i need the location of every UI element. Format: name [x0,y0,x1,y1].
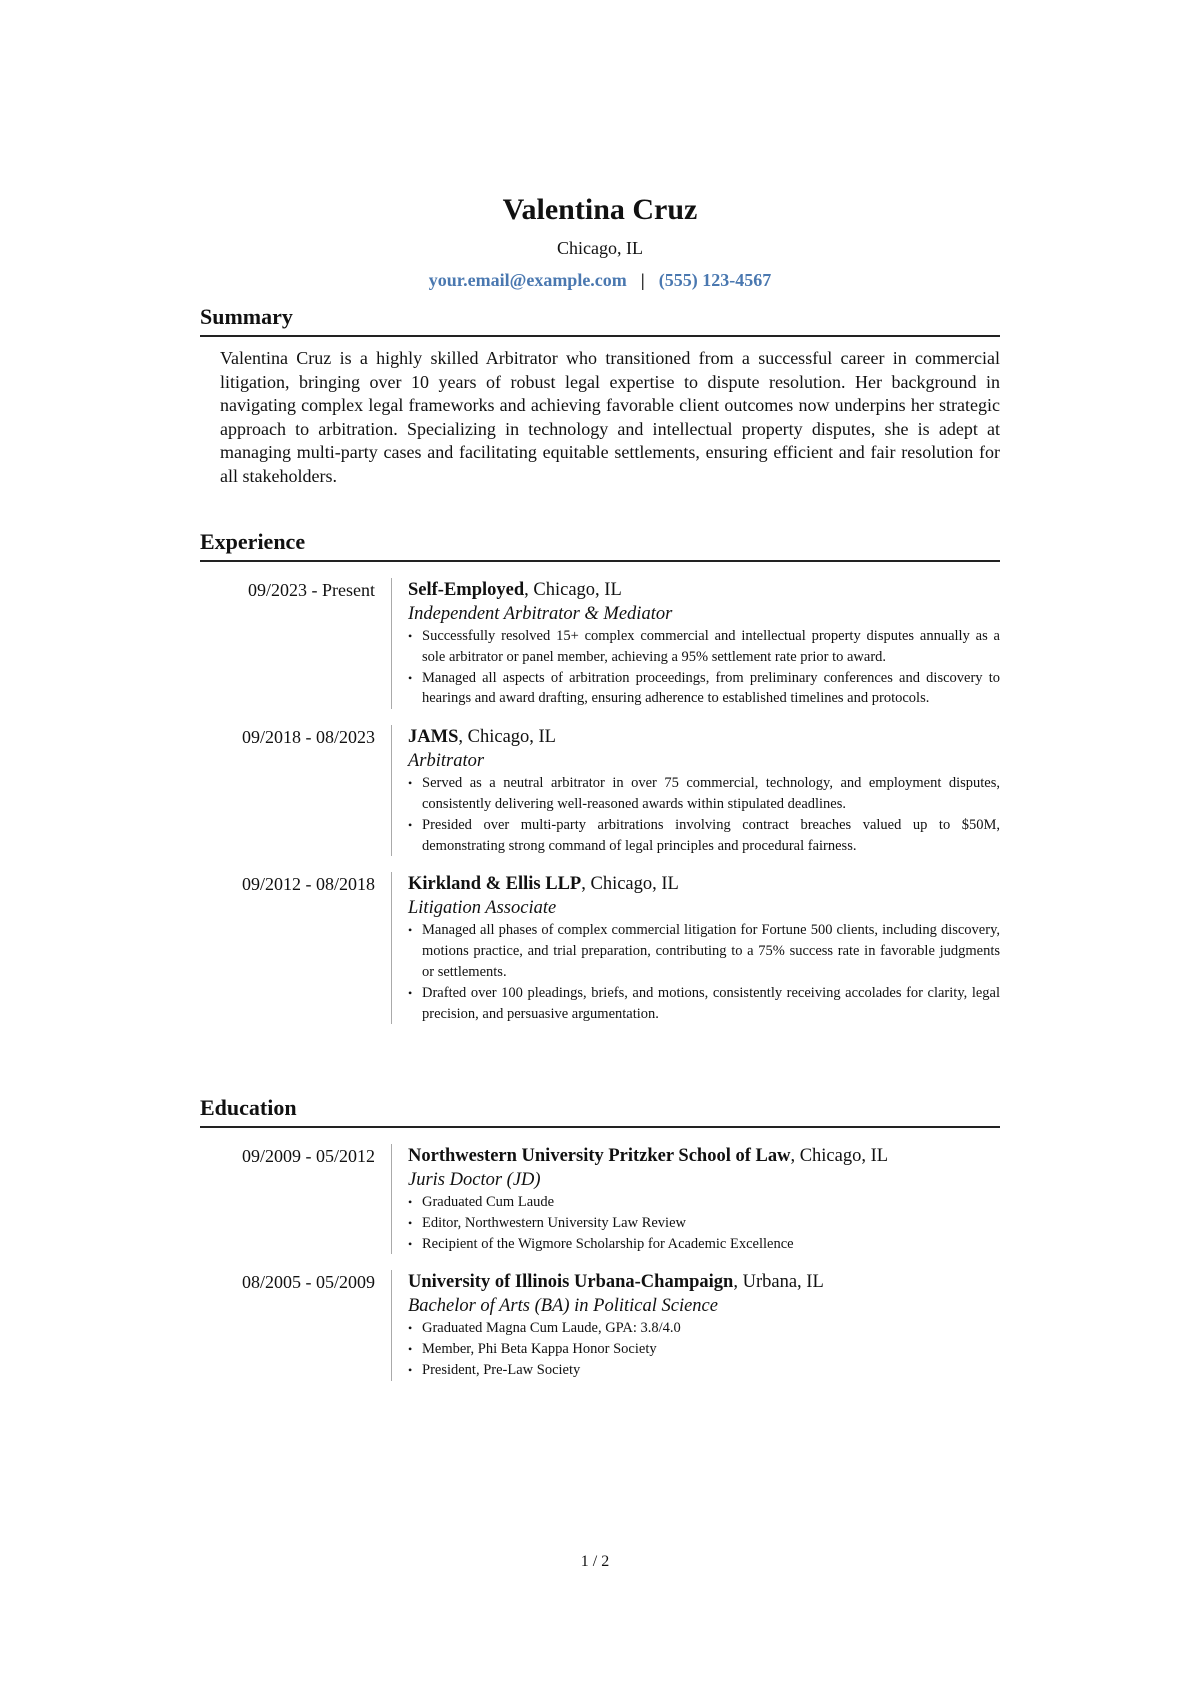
entry-bullet: • Successfully resolved 15+ complex commercial and intellectual property disputes annually as a sole arbitrator or panel member, achieving a 95% settlement rate prior to award. [408,626,1000,668]
phone-link[interactable]: (555) 123-4567 [658,270,772,290]
entry-body [391,725,1000,856]
entry-heading [408,578,1000,602]
entry-body [391,1144,1000,1254]
entry-dates: 09/2018 - 08/2023 [242,727,375,748]
entry-dates: 09/2009 - 05/2012 [242,1146,375,1166]
page-number: 1 / 2 [580,1553,610,1570]
experience-entry [200,578,1000,709]
entry-degree: Juris Doctor (JD) [408,1170,541,1190]
entry-heading [408,725,1000,749]
entry-bullet-list [408,920,1000,1024]
entry-dates: 08/2005 - 05/2009 [242,1272,375,1293]
entry-heading [408,872,1000,896]
entry-bullet: • Editor, Northwestern University Law Review [408,1213,1000,1234]
experience-entry [200,725,1000,856]
entry-organization: Kirkland & Ellis LLP [408,874,582,895]
section-title-summary: Summary [200,303,1000,337]
experience-entry [200,872,1000,1024]
entry-role: Independent Arbitrator & Mediator [408,604,673,624]
entry-location: , Chicago, IL [458,727,556,748]
section-title-education: Education [200,1094,1000,1128]
education-entry [200,1270,1000,1380]
contact-separator: | [640,270,645,290]
entry-heading [408,1270,1000,1294]
entry-organization: JAMS [408,727,459,748]
education-entry [200,1144,1000,1254]
section-title-experience: Experience [200,528,1000,562]
candidate-location: Chicago, IL [557,238,643,258]
entry-bullet: • Recipient of the Wigmore Scholarship for Academic Excellence [408,1234,1000,1255]
entry-body [391,578,1000,709]
entry-location: , Chicago, IL [581,874,679,895]
entry-dates: 09/2012 - 08/2018 [242,874,375,895]
entry-bullet: • Member, Phi Beta Kappa Honor Society [408,1339,1000,1360]
education-section [200,1094,1000,1381]
contact-line [200,266,1000,294]
entry-bullet: • Managed all phases of complex commercial litigation for Fortune 500 clients, including discovery, motions practice, and trial preparation, contributing to a 75% success rate in favorable judgments or settlements. [408,920,1000,982]
entry-bullet-list [408,1318,1000,1380]
entry-bullet: • Served as a neutral arbitrator in over 75 commercial, technology, and employment disputes, consistently delivering well-reasoned awards within stipulated deadlines. [408,773,1000,815]
entry-bullet: • Managed all aspects of arbitration proceedings, from preliminary conferences and discovery to hearings and award drafting, ensuring adherence to established timelines and protocols. [408,668,1000,710]
entry-bullet-list [408,626,1000,709]
candidate-name: Valentina Cruz [502,193,698,226]
entry-heading [408,1144,1000,1168]
email-link[interactable]: your.email@example.com [428,270,627,290]
entry-institution: University of Illinois Urbana-Champaign [408,1272,734,1293]
entry-bullet: • Presided over multi-party arbitrations involving contract breaches valued up to $50M, demonstrating strong command of legal principles and procedural fairness. [408,815,1000,857]
entry-role: Arbitrator [408,751,485,772]
entry-location: , Urbana, IL [733,1272,824,1293]
entry-institution: Northwestern University Pritzker School of Law [408,1146,791,1166]
entry-location: , Chicago, IL [790,1146,889,1166]
entry-degree: Bachelor of Arts (BA) in Political Science [408,1296,718,1317]
experience-section [200,528,1000,1024]
entry-bullet: • Graduated Magna Cum Laude, GPA: 3.8/4.0 [408,1318,1000,1339]
entry-dates: 09/2023 - Present [248,580,375,600]
entry-bullet: • Drafted over 100 pleadings, briefs, and motions, consistently receiving accolades for clarity, legal precision, and persuasive argumentation. [408,983,1000,1025]
summary-text: Valentina Cruz is a highly skilled Arbitrator who transitioned from a successful career in commercial litigation, bringing over 10 years of robust legal expertise to dispute resolution. Her background in navigating complex legal frameworks and achieving favorable client outcomes now underpins her strategic approach to arbitration. Specializing in technology and intellectual property disputes, she is adept at managing multi-party cases and facilitating equitable settlements, ensuring efficient and fair resolution for all stakeholders. [220,348,1000,486]
entry-body [391,872,1000,1024]
resume-header [200,190,1000,294]
entry-role: Litigation Associate [408,898,557,919]
entry-bullet: • President, Pre-Law Society [408,1360,1000,1381]
summary-section [200,303,1000,488]
entry-bullet-list [408,773,1000,856]
entry-organization: Self-Employed [408,580,525,600]
entry-bullet-list [408,1192,1000,1254]
entry-location: , Chicago, IL [524,580,622,600]
entry-bullet: • Graduated Cum Laude [408,1192,1000,1213]
entry-body [391,1270,1000,1380]
